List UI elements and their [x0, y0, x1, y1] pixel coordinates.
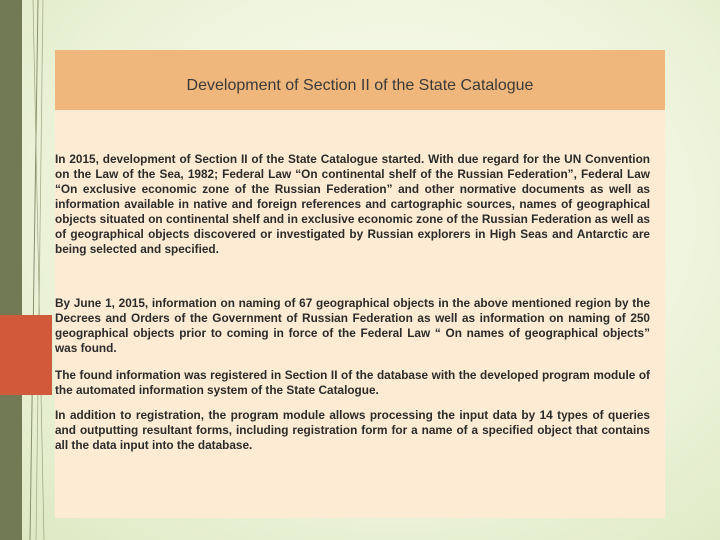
content-box [55, 110, 665, 518]
paragraph-2: By June 1, 2015, information on naming of 67 geographical objects in the above mentioned region by the Decrees and Orders of the Government of Russian Federation as well as information on naming of 250 geographical objects prior to coming in force of the Federal Law “ On names of geographical objects” was found. [55, 296, 650, 355]
accent-block [0, 315, 52, 395]
title-bar [55, 50, 665, 110]
paragraph-3: The found information was registered in Section II of the database with the developed program module of the automated information system of the State Catalogue. [55, 368, 650, 397]
content-text [55, 110, 665, 518]
slide-title: Development of Section II of the State Catalogue [186, 77, 534, 94]
paragraph-4: In addition to registration, the program module allows processing the input data by 14 types of queries and outputting resultant forms, including registration form for a name of a specified object that contains all the data input into the database. [55, 408, 650, 452]
paragraph-1: In 2015, development of Section II of the State Catalogue started. With due regard for the UN Convention on the Law of the Sea, 1982; Federal Law “On continental shelf of the Russian Federation”, Federal Law “On exclusive economic zone of the Russian Federation” and other normative documents as well as information available in native and foreign references and cartographic sources, names of geographical objects situated on continental shelf and in exclusive economic zone of the Russian Federation as well as of geographical objects discovered or investigated by Russian explorers in High Seas and Antarctic are being selected and specified. [55, 152, 650, 256]
